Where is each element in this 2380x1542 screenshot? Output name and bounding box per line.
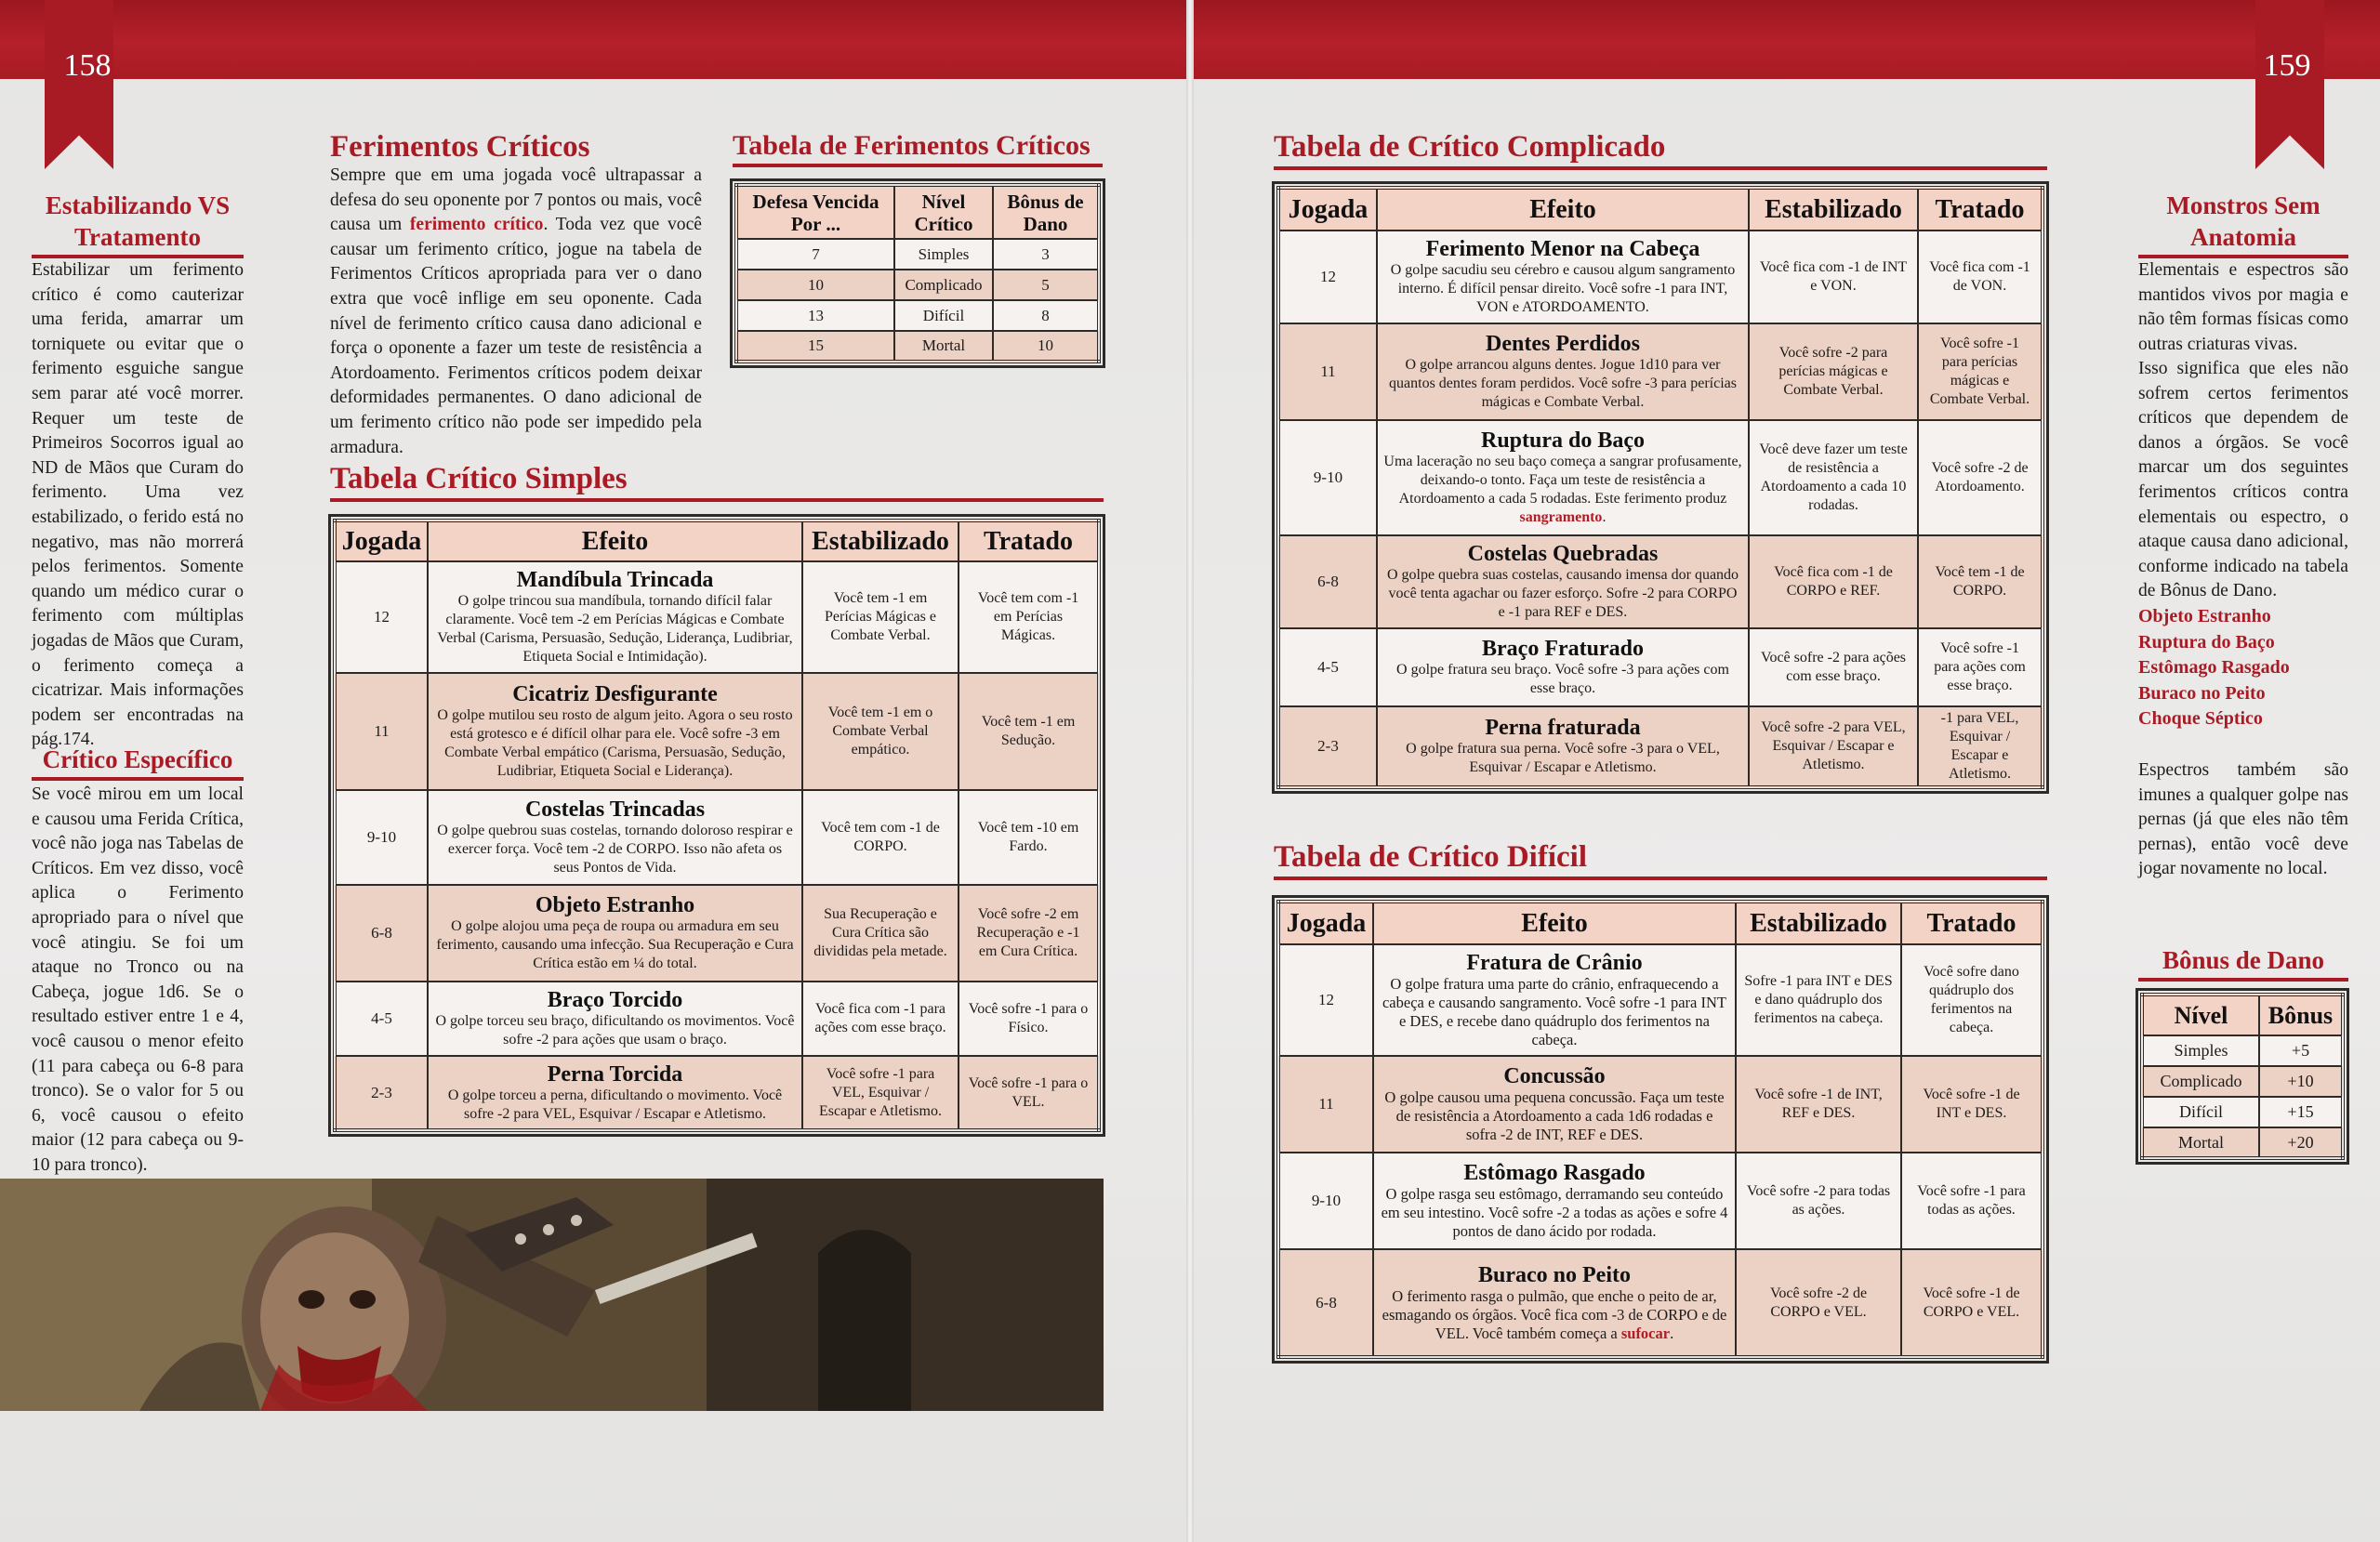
wounds-row-cell: 13	[736, 300, 894, 331]
stabilized-cell: Sua Recuperação e Cura Crítica são divididas pela metade.	[802, 885, 959, 982]
critical-row	[335, 561, 1099, 673]
effect-name: Concussão	[1503, 1064, 1606, 1088]
stabilized-cell: Você fica com -1 de INT e VON.	[1749, 231, 1918, 323]
effect-description	[434, 1012, 796, 1049]
treated-cell: Você sofre -1 para perícias mágicas e Combate Verbal.	[1918, 323, 2043, 420]
roll-cell: 11	[1278, 1056, 1373, 1153]
effect-condition-term: sufocar	[1620, 1324, 1671, 1342]
roll-cell: 12	[335, 561, 428, 673]
organ-wound-item: Ruptura do Baço	[2138, 631, 2275, 652]
stabilized-cell: Você sofre -1 de INT, REF e DES.	[1736, 1056, 1901, 1153]
effect-description	[434, 706, 796, 781]
effect-description	[434, 1087, 796, 1124]
complicated-table-heading: Tabela de Crítico Complicado	[1274, 130, 2047, 170]
effect-cell	[428, 673, 802, 790]
wounds-row	[736, 331, 1099, 362]
organ-wound-item: Objeto Estranho	[2138, 606, 2271, 626]
bonus-row	[2142, 1127, 2343, 1158]
difficult-col-stabilized: Estabilizado	[1736, 902, 1901, 944]
roll-cell: 6-8	[1278, 1249, 1373, 1357]
simple-col-roll: Jogada	[335, 521, 428, 561]
roll-cell: 9-10	[1278, 1153, 1373, 1249]
roll-cell: 11	[1278, 323, 1377, 420]
roll-cell: 12	[1278, 231, 1377, 323]
effect-description	[1383, 661, 1742, 698]
organ-wound-item: Buraco no Peito	[2138, 682, 2266, 704]
roll-cell: 4-5	[335, 982, 428, 1056]
treated-cell: Você fica com -1 de VON.	[1918, 231, 2043, 323]
critical-row	[335, 885, 1099, 982]
effect-name: Perna fraturada	[1485, 716, 1641, 740]
treated-cell: Você tem -1 de CORPO.	[1918, 535, 2043, 628]
stabilized-cell: Você sofre -2 para todas as ações.	[1736, 1153, 1901, 1249]
effect-description-text: O golpe trincou sua mandíbula, tornando difícil falar claramente. Você tem -2 em Perícias Mágicas e Combate Verbal (Carisma, Persuasão, Sedução, Liderança, Ludibriar, Etiqueta Social e Intimidação).	[437, 593, 793, 665]
effect-description-text: O golpe rasga seu estômago, derramando seu conteúdo em seu intestino. Você sofre -2 a todas as ações e sofre 4 pontos de dano ácido por rodada.	[1381, 1185, 1728, 1240]
effect-name: Cicatriz Desfigurante	[512, 682, 718, 706]
stabilized-cell: Você deve fazer um teste de resistência a Atordoamento a cada 10 rodadas.	[1749, 420, 1918, 535]
complicated-col-treated: Tratado	[1918, 188, 2043, 231]
bonus-col-level: Nível	[2142, 995, 2259, 1035]
critical-row	[335, 790, 1099, 885]
stabilized-cell: Você fica com -1 para ações com esse braço.	[802, 982, 959, 1056]
complicated-col-effect: Efeito	[1377, 188, 1749, 231]
simple-col-effect: Efeito	[428, 521, 802, 561]
effect-name: Dentes Perdidos	[1486, 332, 1640, 356]
critical-row	[1278, 420, 2043, 535]
effect-cell	[1373, 1249, 1736, 1357]
wounds-col-bonus: Bônus de Dano	[993, 185, 1099, 239]
critical-row	[335, 982, 1099, 1056]
wounds-row-cell: Simples	[894, 239, 993, 270]
wounds-row-cell: 15	[736, 331, 894, 362]
bonus-row-cell: +15	[2259, 1097, 2343, 1127]
effect-cell	[1373, 1153, 1736, 1249]
stabilizing-heading: Estabilizando VS Tratamento	[32, 190, 244, 258]
critical-row	[1278, 1056, 2043, 1153]
bonus-row-cell: +5	[2259, 1035, 2343, 1066]
treated-cell: Você sofre -1 para o Físico.	[959, 982, 1099, 1056]
effect-description	[1383, 261, 1742, 317]
effect-description	[434, 917, 796, 973]
effect-cell	[1377, 535, 1749, 628]
bonus-row-cell: Simples	[2142, 1035, 2259, 1066]
effect-name: Braço Torcido	[547, 988, 683, 1012]
stabilized-cell: Você tem -1 em Perícias Mágicas e Combate Verbal.	[802, 561, 959, 673]
effect-cell	[1373, 1056, 1736, 1153]
wounds-row-cell: 7	[736, 239, 894, 270]
wounds-row-cell: Mortal	[894, 331, 993, 362]
effect-description-text: O golpe fratura uma parte do crânio, enfraquecendo a cabeça e causando sangramento. Você sofre -1 para INT e DES, e recebe dano quádruplo dos ferimentos na cabeça.	[1382, 975, 1726, 1048]
organ-wound-item: Estômago Rasgado	[2138, 657, 2290, 678]
wounds-row-cell: 8	[993, 300, 1099, 331]
treated-cell: Você sofre dano quádruplo dos ferimentos na cabeça.	[1901, 944, 2043, 1056]
bonus-row-cell: Mortal	[2142, 1127, 2259, 1158]
effect-description-end: .	[1670, 1324, 1674, 1342]
difficult-table-heading: Tabela de Crítico Difícil	[1274, 840, 2047, 880]
simple-critical-table	[333, 519, 1101, 1132]
treated-cell: Você sofre -1 de CORPO e VEL.	[1901, 1249, 2043, 1357]
effect-description	[1380, 1287, 1729, 1343]
critical-wounds-text: Sempre que em uma jogada você ultrapassar a defesa do seu oponente por 7 pontos ou mais, você causa um ferimento crítico. Toda vez que você causar um ferimento crítico, jogue na tabela de Ferimentos Críticos apropriada para ver o dano extra que você inflige em seu oponente. Cada nível de ferimento crítico causa dano adicional e força o oponente a fazer um teste de resistência a Atordoamento. Ferimentos críticos podem deixar deformidades permanentes. O dano adicional de um ferimento crítico não pode ser impedido pela armadura.	[330, 165, 702, 457]
effect-description-text: O golpe mutilou seu rosto de algum jeito. Agora o seu rosto está grotesco e é difícil olhar para ele. Você sofre -3 em Combate Verbal empático (Carisma, Persuasão, Sedução, Ludibriar, Etiqueta Social e Liderança).	[437, 707, 793, 779]
effect-condition-term: sangramento	[1519, 509, 1603, 525]
effect-name: Costelas Trincadas	[524, 797, 706, 822]
effect-description-text: O golpe sacudiu seu cérebro e causou algum sangramento interno. É difícil pensar direito. Você sofre -1 para INT, VON e ATORDOAMENTO.	[1390, 262, 1736, 315]
critical-row	[1278, 323, 2043, 420]
damage-bonus-heading: Bônus de Dano	[2138, 944, 2348, 982]
stabilized-cell: Você sofre -2 para ações com esse braço.	[1749, 628, 1918, 706]
monsters-text-1: Elementais e espectros são mantidos vivos por magia e não têm formas físicas como outras criaturas vivas.	[2138, 260, 2348, 354]
effect-description-text: Uma laceração no seu baço começa a sangrar profusamente, deixando-o tonto. Faça um teste de resistência a Atordoamento a cada 5 rodadas. Este ferimento produz	[1383, 454, 1742, 507]
critical-row	[1278, 1153, 2043, 1249]
critical-row	[1278, 231, 2043, 323]
effect-description	[1383, 740, 1742, 777]
damage-bonus-table	[2140, 993, 2345, 1160]
bonus-row	[2142, 1097, 2343, 1127]
complicated-col-roll: Jogada	[1278, 188, 1377, 231]
effect-cell	[428, 982, 802, 1056]
effect-description	[1383, 453, 1742, 527]
stabilized-cell: Você fica com -1 de CORPO e REF.	[1749, 535, 1918, 628]
wounds-row	[736, 270, 1099, 300]
effect-name: Objeto Estranho	[535, 893, 695, 917]
treated-cell: Você sofre -1 de INT e DES.	[1901, 1056, 2043, 1153]
roll-cell: 2-3	[335, 1056, 428, 1130]
effect-cell	[1377, 231, 1749, 323]
effect-name: Costelas Quebradas	[1467, 542, 1659, 566]
wounds-row	[736, 300, 1099, 331]
simple-col-treated: Tratado	[959, 521, 1099, 561]
stabilized-cell: Sofre -1 para INT e DES e dano quádruplo dos ferimentos na cabeça.	[1736, 944, 1901, 1056]
book-gutter	[1186, 0, 1194, 1542]
specific-critical-text: Se você mirou em um local e causou uma Ferida Crítica, você não joga nas Tabelas de Críticos. Em vez disso, você aplica o Ferimento apropriado para o nível que você atingiu. Se foi um ataque no Tronco ou na Cabeça, jogue 1d6. Se o resultado estiver entre 1 e 4, você causou o menor efeito (11 para cabeça ou 6-8 para tronco). Se o valor for 5 ou 6, você causou o efeito maior (12 para cabeça ou 9-10 para tronco).	[32, 784, 244, 1175]
wounds-row-cell: 10	[736, 270, 894, 300]
wounded-warrior-illustration	[0, 1179, 1104, 1411]
treated-cell: Você tem -1 em Sedução.	[959, 673, 1099, 790]
difficult-col-effect: Efeito	[1373, 902, 1736, 944]
effect-name: Estômago Rasgado	[1463, 1161, 1646, 1185]
left-header-band	[0, 0, 1186, 79]
difficult-col-treated: Tratado	[1901, 902, 2043, 944]
wounds-row-cell: Complicado	[894, 270, 993, 300]
critical-wounds-heading: Ferimentos Críticos	[330, 130, 590, 164]
effect-cell	[428, 885, 802, 982]
critical-row	[1278, 535, 2043, 628]
effect-description-text: O golpe alojou uma peça de roupa ou armadura em seu ferimento, causando uma infecção. Sua Recuperação e Cura Crítica estão em ¼ do total.	[436, 918, 794, 971]
effect-name: Braço Fraturado	[1482, 637, 1644, 661]
effect-description-text: O golpe fratura sua perna. Você sofre -3 para o VEL, Esquivar / Escapar e Atletismo.	[1406, 741, 1720, 775]
effect-description-text: O golpe fratura seu braço. Você sofre -3 para ações com esse braço.	[1396, 662, 1729, 696]
stabilized-cell: Você tem -1 em o Combate Verbal empático.	[802, 673, 959, 790]
stabilized-cell: Você sofre -1 para VEL, Esquivar / Escapar e Atletismo.	[802, 1056, 959, 1130]
treated-cell: Você sofre -2 em Recuperação e -1 em Cura Crítica.	[959, 885, 1099, 982]
wounds-row-cell: Difícil	[894, 300, 993, 331]
treated-cell: Você sofre -1 para ações com esse braço.	[1918, 628, 2043, 706]
effect-description-text: O golpe torceu a perna, dificultando o movimento. Você sofre -2 para VEL, Esquivar / Escapar e Atletismo.	[447, 1087, 783, 1122]
effect-cell	[428, 1056, 802, 1130]
effect-cell	[1377, 323, 1749, 420]
organ-wound-item: Choque Séptico	[2138, 708, 2263, 729]
effect-cell	[1377, 628, 1749, 706]
treated-cell: Você tem com -1 em Perícias Mágicas.	[959, 561, 1099, 673]
roll-cell: 9-10	[1278, 420, 1377, 535]
bonus-row-cell: Complicado	[2142, 1066, 2259, 1097]
effect-description-text: O ferimento rasga o pulmão, que enche o peito de ar, esmagando os órgãos. Você fica com -3 de CORPO e de VEL. Você também começa a	[1382, 1286, 1727, 1342]
effect-description-text: O golpe torceu seu braço, dificultando os movimentos. Você sofre -2 para ações que usam o braço.	[435, 1013, 795, 1048]
critical-row	[1278, 706, 2043, 787]
wounds-row-cell: 3	[993, 239, 1099, 270]
illustration-art	[0, 1179, 1104, 1411]
wounds-table-heading: Tabela de Ferimentos Críticos	[733, 130, 1103, 167]
effect-description	[1380, 975, 1729, 1049]
monsters-text-3: Espectros também são imunes a qualquer golpe nas pernas (já que eles não têm pernas), então você deve jogar novamente no local.	[2138, 760, 2348, 879]
effect-description	[1383, 566, 1742, 622]
roll-cell: 11	[335, 673, 428, 790]
critical-row	[335, 673, 1099, 790]
effect-cell	[1373, 944, 1736, 1056]
critical-row	[1278, 1249, 2043, 1357]
treated-cell: Você tem -10 em Fardo.	[959, 790, 1099, 885]
effect-description	[1380, 1088, 1729, 1144]
wounds-table	[734, 183, 1101, 363]
critical-wound-term: ferimento crítico	[409, 215, 544, 235]
effect-name: Mandíbula Trincada	[516, 568, 714, 592]
critical-row	[1278, 944, 2043, 1056]
effect-description-text: O golpe causou uma pequena concussão. Faça um teste de resistência a Atordoamento a cada 1d6 rodadas e sofra -2 de INT, REF e DES.	[1384, 1088, 1725, 1143]
stabilized-cell: Você sofre -2 para perícias mágicas e Combate Verbal.	[1749, 323, 1918, 420]
effect-cell	[428, 561, 802, 673]
roll-cell: 6-8	[335, 885, 428, 982]
effect-cell	[1377, 706, 1749, 787]
wounds-row	[736, 239, 1099, 270]
wounds-col-defense: Defesa Vencida Por ...	[736, 185, 894, 239]
right-header-band	[1194, 0, 2380, 79]
effect-cell	[1377, 420, 1749, 535]
effect-description-end: .	[1602, 509, 1606, 525]
difficult-col-roll: Jogada	[1278, 902, 1373, 944]
effect-description	[1383, 356, 1742, 412]
stabilized-cell: Você sofre -2 para VEL, Esquivar / Escapar e Atletismo.	[1749, 706, 1918, 787]
wounds-col-level: Nível Crítico	[894, 185, 993, 239]
stabilizing-text: Estabilizar um ferimento crítico é como cauterizar uma ferida, amarrar um torniquete ou evitar que o ferimento esguiche sangue sem parar até você morrer. Requer um teste de Primeiros Socorros igual ao ND de Mãos que Curam do ferimento. Uma vez estabilizado, o ferido está no negativo, mas não morrerá pelos ferimentos. Somente quando um médico curar o ferimento com múltiplas jogadas de Mãos que Curam, o ferimento começa a cicatrizar. Mais informações podem ser encontradas na pág.174.	[32, 260, 244, 750]
roll-cell: 2-3	[1278, 706, 1377, 787]
monsters-text-2: Isso significa que eles não sofrem certos ferimentos críticos que dependem de danos a órgãos. Se você marcar um dos seguintes ferimentos críticos contra elementais ou espectro, o ataque causa dano adicional, conforme indicado na tabela de Bônus de Dano.	[2138, 359, 2348, 601]
wounds-row-cell: 5	[993, 270, 1099, 300]
wounds-row-cell: 10	[993, 331, 1099, 362]
effect-name: Perna Torcida	[547, 1061, 683, 1087]
treated-cell: Você sofre -2 de Atordoamento.	[1918, 420, 2043, 535]
critical-row	[335, 1056, 1099, 1130]
effect-description-text: O golpe quebrou suas costelas, tornando doloroso respirar e exercer força. Você tem -2 de CORPO. Isso não afeta os seus Pontos de Vida.	[437, 823, 793, 876]
effect-description	[434, 822, 796, 877]
bonus-row-cell: +10	[2259, 1066, 2343, 1097]
roll-cell: 9-10	[335, 790, 428, 885]
bonus-row	[2142, 1035, 2343, 1066]
effect-name: Ferimento Menor na Cabeça	[1425, 237, 1700, 261]
stabilized-cell: Você sofre -2 de CORPO e VEL.	[1736, 1249, 1901, 1357]
treated-cell: Você sofre -1 para todas as ações.	[1901, 1153, 2043, 1249]
roll-cell: 6-8	[1278, 535, 1377, 628]
specific-critical-heading: Crítico Específico	[32, 744, 244, 781]
bonus-col-bonus: Bônus	[2259, 995, 2343, 1035]
organ-wounds-list	[2138, 604, 2348, 732]
critical-row	[1278, 628, 2043, 706]
simple-table-heading: Tabela Crítico Simples	[330, 462, 1104, 502]
effect-cell	[428, 790, 802, 885]
roll-cell: 12	[1278, 944, 1373, 1056]
treated-cell: Você sofre -1 para o VEL.	[959, 1056, 1099, 1130]
difficult-critical-table	[1276, 900, 2044, 1359]
monsters-heading: Monstros Sem Anatomia	[2138, 190, 2348, 258]
simple-col-stabilized: Estabilizado	[802, 521, 959, 561]
effect-name: Buraco no Peito	[1478, 1262, 1631, 1287]
effect-description	[434, 592, 796, 666]
effect-name: Ruptura do Baço	[1480, 428, 1646, 453]
treated-cell: -1 para VEL, Esquivar / Escapar e Atletismo.	[1918, 706, 2043, 787]
page-number-left: 158	[63, 48, 112, 83]
bonus-row-cell: +20	[2259, 1127, 2343, 1158]
effect-description-text: O golpe quebra suas costelas, causando imensa dor quando você tenta agachar ou fazer esforço. Sofre -2 para CORPO e -1 para REF e DES.	[1386, 567, 1739, 620]
effect-name: Fratura de Crânio	[1466, 951, 1643, 975]
stabilized-cell: Você tem com -1 de CORPO.	[802, 790, 959, 885]
complicated-critical-table	[1276, 186, 2044, 789]
effect-description	[1380, 1185, 1729, 1241]
bonus-row-cell: Difícil	[2142, 1097, 2259, 1127]
bonus-row	[2142, 1066, 2343, 1097]
page-number-right: 159	[2263, 48, 2311, 83]
complicated-col-stabilized: Estabilizado	[1749, 188, 1918, 231]
effect-description-text: O golpe arrancou alguns dentes. Jogue 1d10 para ver quantos dentes foram perdidos. Você sofre -3 para perícias mágicas e Combate Verbal.	[1389, 357, 1737, 410]
roll-cell: 4-5	[1278, 628, 1377, 706]
